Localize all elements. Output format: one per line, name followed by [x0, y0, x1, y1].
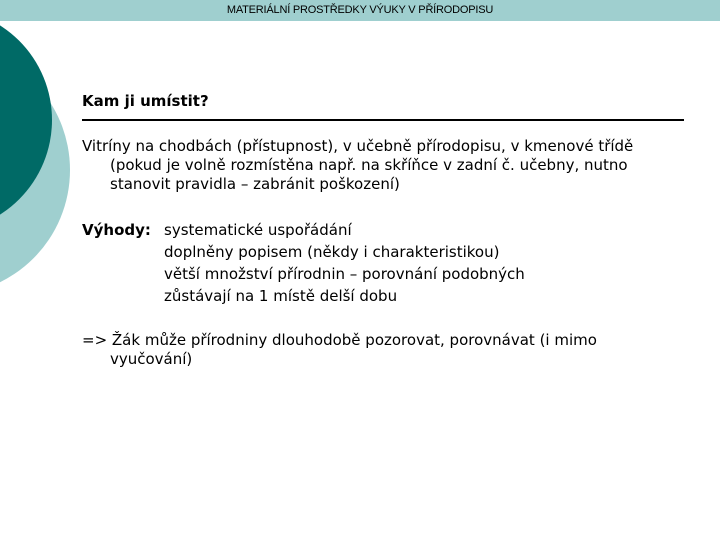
slide-header-title: MATERIÁLNÍ PROSTŘEDKY VÝUKY V PŘÍRODOPISU: [226, 4, 494, 16]
list-item: větší množství přírodnin – porovnání podobných: [164, 265, 525, 283]
advantages-label: Výhody:: [82, 221, 151, 239]
heading-underline: [82, 119, 684, 121]
list-item: zůstávají na 1 místě delší dobu: [164, 287, 398, 305]
list-item: doplněny popisem (někdy i charakteristikou): [164, 243, 500, 261]
advantages-list: [164, 219, 684, 307]
location-paragraph: Vitríny na chodbách (přístupnost), v učebně přírodopisu, v kmenové třídě (pokud je volně rozmístěna např. na skříňce v zadní č. učebny, nutno stanovit pravidla – zabránit poškození): [82, 137, 634, 193]
decorative-circles: [0, 0, 80, 300]
section-heading: Kam ji umístit?: [82, 92, 209, 110]
list-item: systematické uspořádání: [164, 221, 352, 239]
conclusion-paragraph: => Žák může přírodniny dlouhodobě pozorovat, porovnávat (i mimo vyučování): [82, 331, 597, 368]
